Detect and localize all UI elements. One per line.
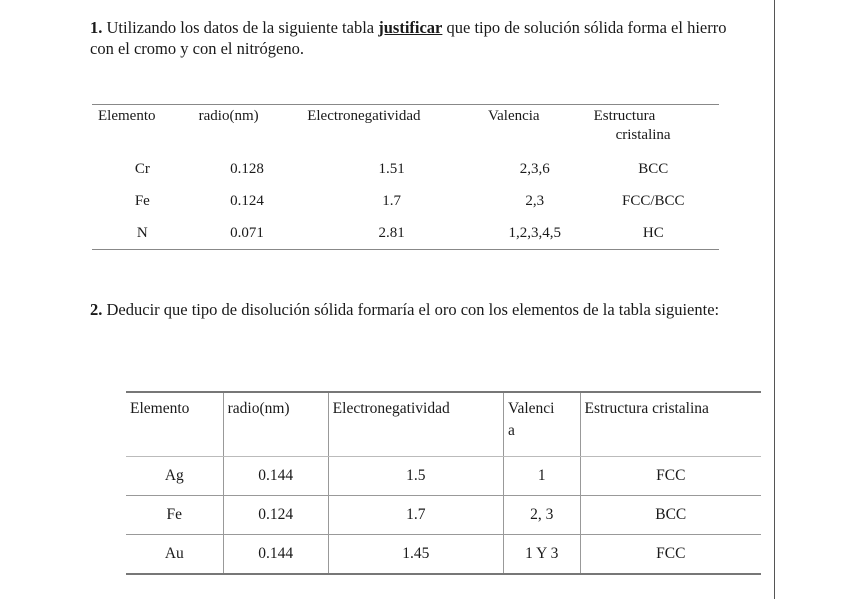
table-row	[92, 217, 719, 250]
question-2	[90, 299, 740, 320]
table-row	[126, 457, 761, 496]
t1-cell: 2,3,6	[519, 160, 550, 177]
question-1-text-start: Utilizando los datos de la siguiente tabla	[102, 18, 379, 37]
t1-cell: Fe	[134, 192, 150, 209]
t1-cell: 1,2,3,4,5	[482, 217, 588, 250]
t1-cell: 2.81	[301, 217, 482, 250]
t1-header-estructura	[588, 105, 719, 154]
t2-cell: 1 Y 3	[503, 535, 580, 575]
question-1-text-end: que tipo de solución sólida forma el hierro con el cromo y con el nitrógeno.	[90, 18, 727, 58]
t2-cell: 2, 3	[503, 496, 580, 535]
t2-header-valencia-line2: a	[507, 422, 515, 439]
table-row	[92, 153, 719, 185]
t1-cell: FCC/BCC	[622, 192, 685, 209]
question-1-number: 1.	[90, 18, 103, 37]
t2-cell: Ag	[126, 457, 223, 496]
t2-header-elemento: Elemento	[126, 392, 223, 457]
t2-header-valencia-line1: Valenci	[507, 400, 555, 417]
t2-header-electronegatividad: Electronegatividad	[328, 392, 503, 457]
t1-cell: 1.7	[382, 192, 401, 209]
t2-cell: 1	[503, 457, 580, 496]
t2-cell: BCC	[580, 496, 761, 535]
t1-cell: N	[92, 217, 193, 250]
table-2	[126, 391, 761, 575]
t1-cell: Cr	[134, 160, 150, 177]
t1-cell: 2,3	[525, 192, 545, 209]
table-row	[126, 535, 761, 575]
page-edge-line	[774, 0, 775, 599]
t1-cell: BCC	[638, 160, 669, 177]
t1-cell: 1.51	[378, 160, 405, 177]
t1-header-radio: radio(nm)	[193, 105, 302, 154]
t2-header-valencia	[503, 392, 580, 457]
t1-cell: HC	[588, 217, 719, 250]
t2-cell: FCC	[580, 457, 761, 496]
t2-cell: Au	[126, 535, 223, 575]
t2-cell: 1.5	[328, 457, 503, 496]
table-row	[92, 185, 719, 217]
t2-cell: 1.45	[328, 535, 503, 575]
question-2-number: 2.	[90, 300, 103, 319]
t2-header-radio: radio(nm)	[223, 392, 328, 457]
table-row	[126, 496, 761, 535]
question-1	[90, 17, 740, 59]
t1-cell: 0.124	[230, 192, 264, 209]
t1-header-estructura-line2: cristalina	[615, 127, 671, 143]
t2-cell: 1.7	[328, 496, 503, 535]
table-1	[92, 104, 719, 250]
t1-header-elemento: Elemento	[92, 105, 193, 154]
t2-header-estructura: Estructura cristalina	[580, 392, 761, 457]
t2-cell: 0.144	[223, 457, 328, 496]
t2-cell: 0.124	[223, 496, 328, 535]
table-2-header-row	[126, 392, 761, 457]
t2-cell: 0.144	[223, 535, 328, 575]
t1-header-electronegatividad: Electronegatividad	[301, 105, 482, 154]
t2-cell: Fe	[126, 496, 223, 535]
question-1-emphasis: justificar	[378, 18, 443, 37]
t2-cell: FCC	[580, 535, 761, 575]
question-2-text: Deducir que tipo de disolución sólida formaría el oro con los elementos de la tabla siguiente:	[102, 300, 720, 319]
t1-header-estructura-line1: Estructura	[593, 108, 656, 124]
table-1-header-row	[92, 105, 719, 154]
t1-cell: 0.128	[230, 160, 264, 177]
t1-header-valencia: Valencia	[482, 105, 588, 154]
t1-cell: 0.071	[193, 217, 302, 250]
